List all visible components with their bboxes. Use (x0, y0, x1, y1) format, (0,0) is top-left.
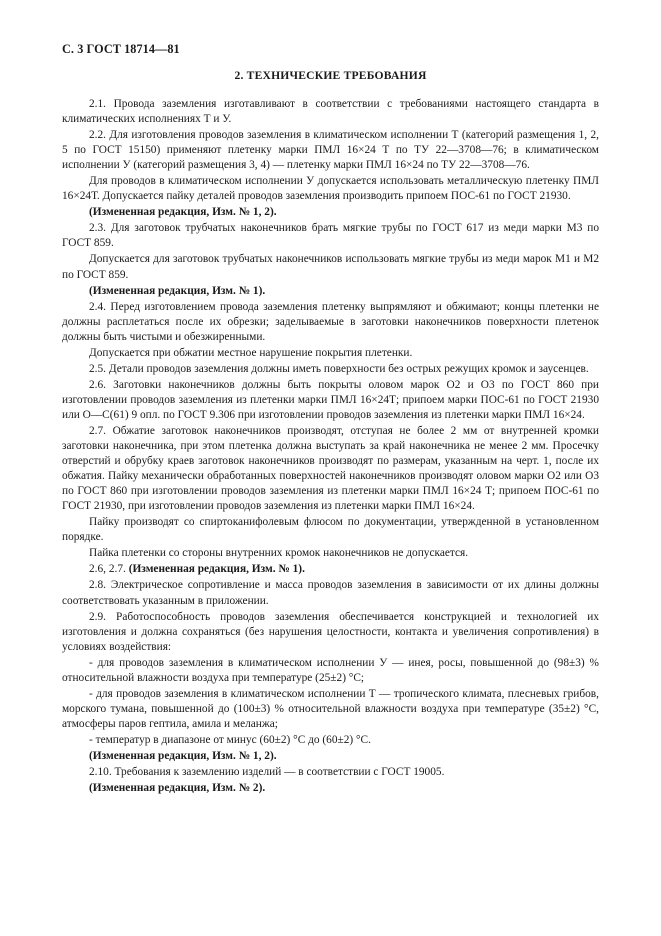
paragraph-2-9: 2.9. Работоспособность проводов заземления обеспечивается конструкцией и технологией их изготовления и должна сохраняться (без нарушения целостности, контакта и увеличения сопротивления) в условиях воздействия: (62, 610, 599, 653)
paragraph-2-3: 2.3. Для заготовок трубчатых наконечников брать мягкие трубы по ГОСТ 617 из меди марки М3 по ГОСТ 859. (62, 222, 599, 250)
paragraph-2-3-allowance: Допускается для заготовок трубчатых наконечников использовать мягкие трубы из меди марок М1 и М2 по ГОСТ 859. (62, 253, 599, 281)
list-item-temperature: - температур в диапазоне от минус (60±2) °С до (60±2) °С. (89, 733, 371, 746)
clause-ref: 2.6, 2.7. (89, 563, 129, 576)
paragraph-2-4-allowance: Допускается при обжатии местное нарушение покрытия плетенки. (89, 346, 413, 359)
paragraph-2-6-2-7-amendment (62, 562, 599, 577)
paragraph-2-7-soldering: Пайку производят со спиртоканифолевым флюсом по документации, утвержденной в установленном порядке. (62, 516, 599, 544)
paragraph-2-8: 2.8. Электрическое сопротивление и масса проводов заземления в зависимости от их длины должны соответствовать указанным в приложении. (62, 579, 599, 607)
page-header: С. 3 ГОСТ 18714—81 (62, 42, 180, 56)
paragraph-2-2-allowance: Для проводов в климатическом исполнении У допускается использовать металлическую плетенку ПМЛ 16×24Т. Допускается пайку деталей проводов заземления производить припоем ПОС-61 по ГОСТ 21930. (62, 175, 599, 203)
amendment-note: (Измененная редакция, Изм. № 1). (128, 563, 305, 576)
paragraph-2-7: 2.7. Обжатие заготовок наконечников производят, отступая не более 2 мм от внутренней кромки заготовки наконечника, при этом плетенка должна выступать за край наконечника не менее 2 мм. Просечку отверстий и обрубку краев заготовок наконечников производят по размерам, указанным на черт. 1, после их обжатия. Пайку механически обработанных поверхностей наконечников производят оловом марки О2 или О3 по ГОСТ 860 при изготовлении проводов заземления из плетенки марки ПМЛ 16×24 Т; припоем ПОС-61 по ГОСТ 21930, при изготовлении проводов заземления из плетенки марки ПМЛ 16×24. (62, 424, 599, 513)
paragraph-2-10: 2.10. Требования к заземлению изделий — в соответствии с ГОСТ 19005. (89, 766, 445, 779)
paragraph-2-5: 2.5. Детали проводов заземления должны иметь поверхности без острых режущих кромок и заусенцев. (89, 362, 589, 375)
amendment-note: (Измененная редакция, Изм. № 1). (89, 284, 266, 297)
section-title: 2. ТЕХНИЧЕСКИЕ ТРЕБОВАНИЯ (234, 69, 427, 82)
list-item-climate-t: - для проводов заземления в климатическом исполнении Т — тропического климата, плесневых грибов, морского тумана, повышенной до (100±3) % относительной влажности воздуха при температуре (35±2) °С, атмосферы паров гептила, амила и меланжа; (62, 687, 599, 730)
list-item-climate-u: - для проводов заземления в климатическом исполнении У — инея, росы, повышенной до (98±3) % относительной влажности воздуха при температуре (25±2) °С; (62, 656, 599, 684)
amendment-note: (Измененная редакция, Изм. № 2). (89, 782, 266, 795)
paragraph-2-2: 2.2. Для изготовления проводов заземления в климатическом исполнении Т (категорий размещения 1, 2, 5 по ГОСТ 15150) применяют плетенку марки ПМЛ 16×24 Т по ТУ 22—3708—76; в климатическом исполнении У (категорий размещения 3, 4) — плетенку марки ПМЛ 16×24 по ТУ 22—3708—76. (62, 129, 599, 172)
paragraph-2-6: 2.6. Заготовки наконечников должны быть покрыты оловом марок О2 и О3 по ГОСТ 860 при изготовлении проводов заземления из плетенки марки ПМЛ 16×24Т; припоем марки ПОС-61 по ГОСТ 21930 или О—С(61) 9 опл. по ГОСТ 9.306 при изготовлении проводов заземления из плетенки марки ПМЛ 16×24. (62, 378, 599, 421)
document-body (62, 97, 599, 797)
paragraph-2-4: 2.4. Перед изготовлением провода заземления плетенку выпрямляют и обжимают; концы плетенки не должны расплетаться после их обрезки; заделываемые в заготовки наконечников поверхности плетенок должны быть чистыми и обезжиренными. (62, 300, 599, 343)
paragraph-2-7-restriction: Пайка плетенки со стороны внутренних кромок наконечников не допускается. (89, 547, 469, 560)
amendment-note: (Измененная редакция, Изм. № 1, 2). (89, 749, 277, 762)
paragraph-2-1: 2.1. Провода заземления изготавливают в соответствии с требованиями настоящего стандарта в климатических исполнениях Т и У. (62, 98, 599, 126)
amendment-note: (Измененная редакция, Изм. № 1, 2). (89, 206, 277, 219)
